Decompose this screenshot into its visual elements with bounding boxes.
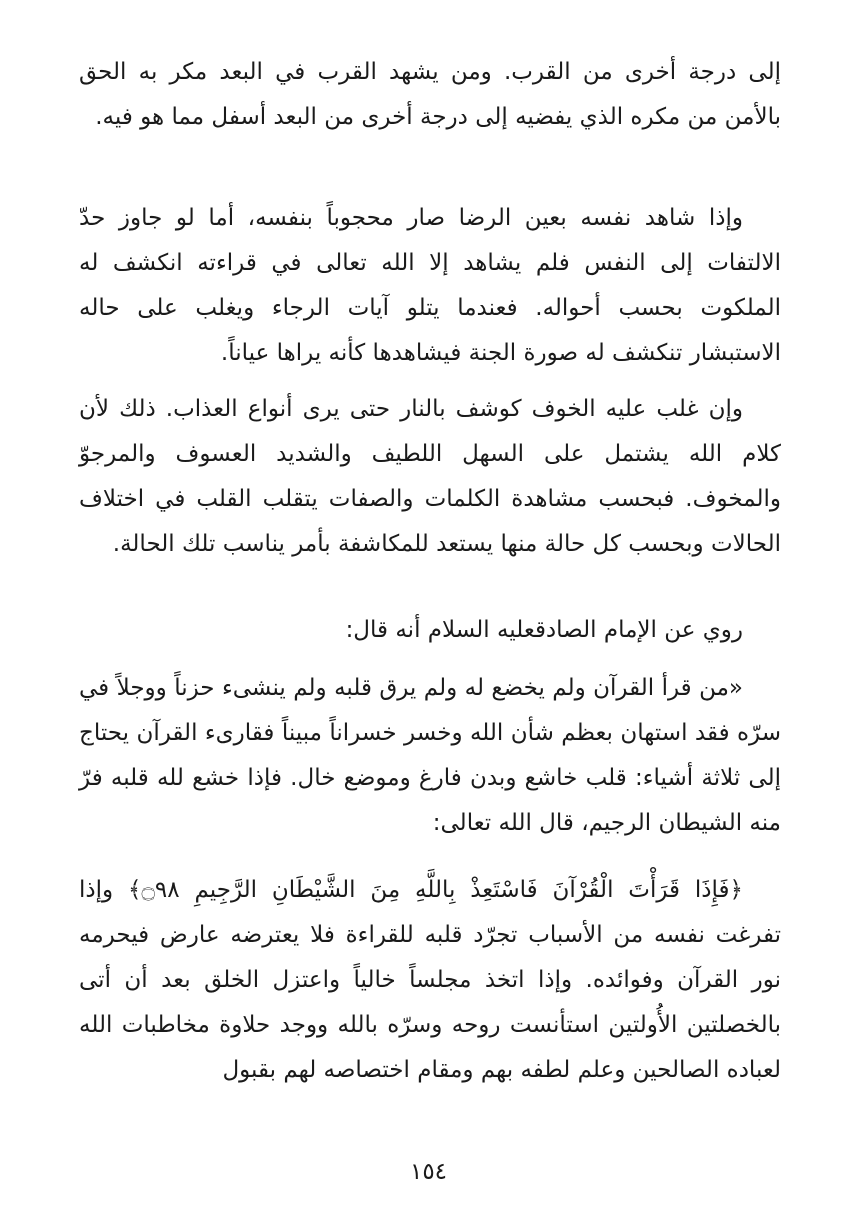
- paragraph-3: وإن غلب عليه الخوف كوشف بالنار حتى يرى أنواع العذاب. ذلك لأن كلام الله يشتمل على السهل اللطيف والشديد العسوف والمرجوّ والمخوف. فبحسب مشاهدة الكلمات والصفات يتقلب القلب في اختلاف الحالات وبحسب كل حالة منها يستعد للمكاشفة بأمر يناسب تلك الحالة.: [79, 396, 781, 557]
- paragraph-2: وإذا شاهد نفسه بعين الرضا صار محجوباً بنفسه، أما لو جاوز حدّ الالتفات إلى النفس فلم يشاهد إلا الله تعالى في قراءته انكشف له الملكوت بحسب أحواله. فعندما يتلو آيات الرجاء ويغلب على حاله الاستبشار تنكشف له صورة الجنة فيشاهدها كأنه يراها عياناً.: [79, 205, 781, 366]
- page-number: ١٥٤: [409, 1159, 448, 1185]
- quote-paragraph-1: «من قرأ القرآن ولم يخضع له ولم يرق قلبه ولم ينشىء حزناً ووجلاً في سرّه فقد استهان بعظم شأن الله وخسر خسراناً مبيناً فقارىء القرآن يحتاج إلى ثلاثة أشياء: قلب خاشع وبدن فارغ وموضع خال. فإذا خشع لله قلبه فرّ منه الشيطان الرجيم، قال الله تعالى:: [79, 675, 781, 836]
- paragraph-narration-intro: روي عن الإمام الصادقعليه السلام أنه قال:: [345, 617, 743, 643]
- paragraph-1: إلى درجة أخرى من القرب. ومن يشهد القرب في البعد مكر به الحق بالأمن من مكره الذي يفضيه إلى درجة أخرى من البعد أسفل مما هو فيه.: [79, 59, 781, 130]
- quote-paragraph-2: ﴿فَإِذَا قَرَأْتَ الْقُرْآنَ فَاسْتَعِذْ بِاللَّهِ مِنَ الشَّيْطَانِ الرَّجِيمِ ۝٩٨﴾ وإذا تفرغت نفسه من الأسباب تجرّد قلبه للقراءة فلا يعترضه عارض فيحرمه نور القرآن وفوائده. وإذا اتخذ مجلساً خالياً واعتزل الخلق بعد أن أتى بالخصلتين الأُولتين استأنست روحه وسرّه بالله ووجد حلاوة مخاطبات الله لعباده الصالحين وعلم لطفه بهم ومقام اختصاصه لهم بقبول: [79, 877, 781, 1083]
